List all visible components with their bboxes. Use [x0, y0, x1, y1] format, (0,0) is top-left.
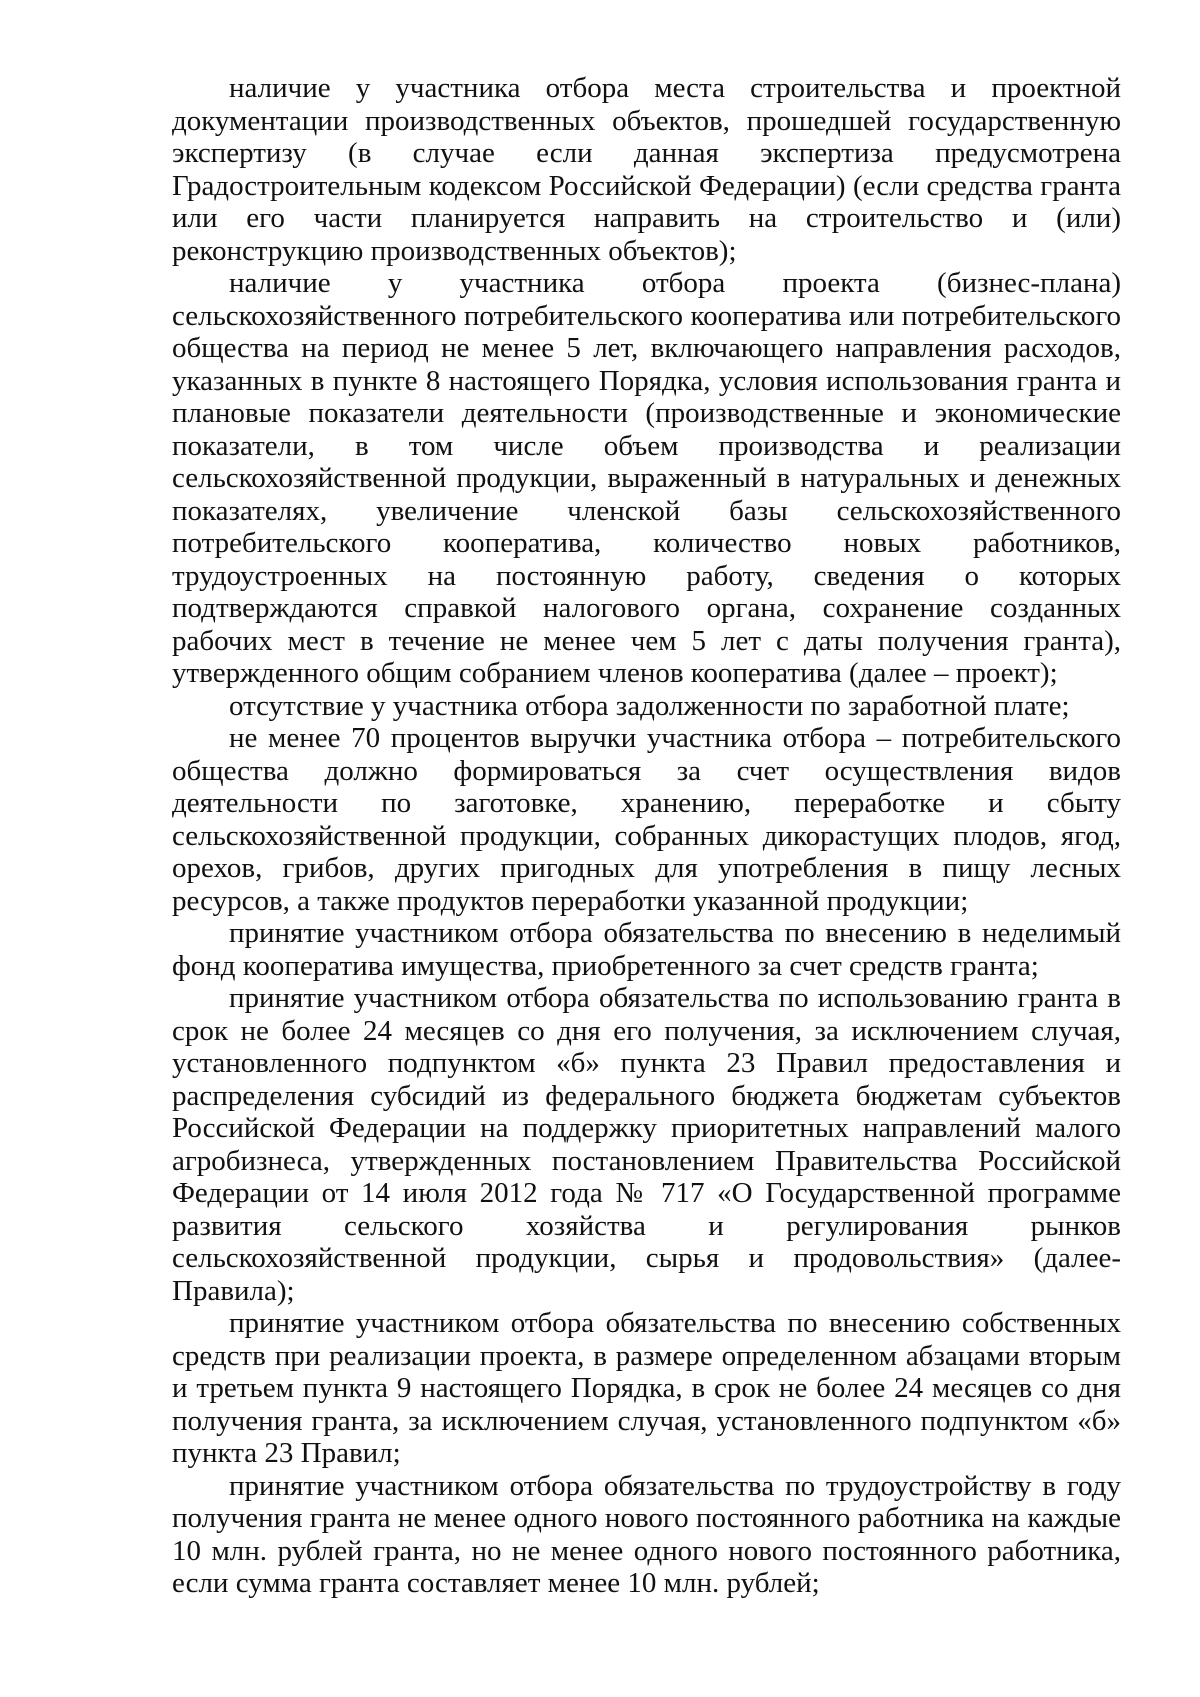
paragraph-project-documentation: наличие у участника отбора места строительства и проектной документации производственных объектов, прошедшей государственную экспертизу (в случае если данная экспертиза предусмотрена Градостроительным кодексом Российской Федерации) (если средства гранта или его части планируется направить на строительство и (или) реконструкцию производственных объектов);	[172, 72, 1121, 267]
paragraph-indivisible-fund: принятие участником отбора обязательства по внесению в неделимый фонд кооператива имущества, приобретенного за счет средств гранта;	[172, 917, 1121, 982]
paragraph-revenue-share: не менее 70 процентов выручки участника отбора – потребительского общества должно формироваться за счет осуществления видов деятельности по заготовке, хранению, переработке и сбыту сельскохозяйственной продукции, собранных дикорастущих плодов, ягод, орехов, грибов, других пригодных для употребления в пищу лесных ресурсов, а также продуктов переработки указанной продукции;	[172, 722, 1121, 917]
paragraph-no-wage-debt: отсутствие у участника отбора задолженности по заработной плате;	[229, 689, 1070, 722]
document-page	[172, 72, 1121, 1600]
paragraph-own-funds: принятие участником отбора обязательства по внесению собственных средств при реализации проекта, в размере определенном абзацами вторым и третьем пункта 9 настоящего Порядка, в срок не более 24 месяцев со дня получения гранта, за исключением случая, установленного подпунктом «б» пункта 23 Правил;	[172, 1307, 1121, 1469]
paragraph-business-plan: наличие у участника отбора проекта (бизнес-плана) сельскохозяйственного потребительского кооператива или потребительского общества на период не менее 5 лет, включающего направления расходов, указанных в пункте 8 настоящего Порядка, условия использования гранта и плановые показатели деятельности (производственные и экономические показатели, в том числе объем производства и реализации сельскохозяйственной продукции, выраженный в натуральных и денежных показателях, увеличение членской базы сельскохозяйственного потребительского кооператива, количество новых работников, трудоустроенных на постоянную работу, сведения о которых подтверждаются справкой налогового органа, сохранение созданных рабочих мест в течение не менее чем 5 лет с даты получения гранта), утвержденного общим собранием членов кооператива (далее – проект);	[172, 267, 1121, 689]
paragraph-grant-usage-term: принятие участником отбора обязательства по использованию гранта в срок не более 24 месяцев со дня его получения, за исключением случая, установленного подпунктом «б» пункта 23 Правил предоставления и распределения субсидий из федерального бюджета бюджетам субъектов Российской Федерации на поддержку приоритетных направлений малого агробизнеса, утвержденных постановлением Правительства Российской Федерации от 14 июля 2012 года № 717 «О Государственной программе развития сельского хозяйства и регулирования рынков сельскохозяйственной продукции, сырья и продовольствия» (далее-Правила);	[172, 982, 1121, 1307]
paragraph-employment: принятие участником отбора обязательства по трудоустройству в году получения гранта не менее одного нового постоянного работника на каждые 10 млн. рублей гранта, но не менее одного нового постоянного работника, если сумма гранта составляет менее 10 млн. рублей;	[172, 1469, 1121, 1599]
